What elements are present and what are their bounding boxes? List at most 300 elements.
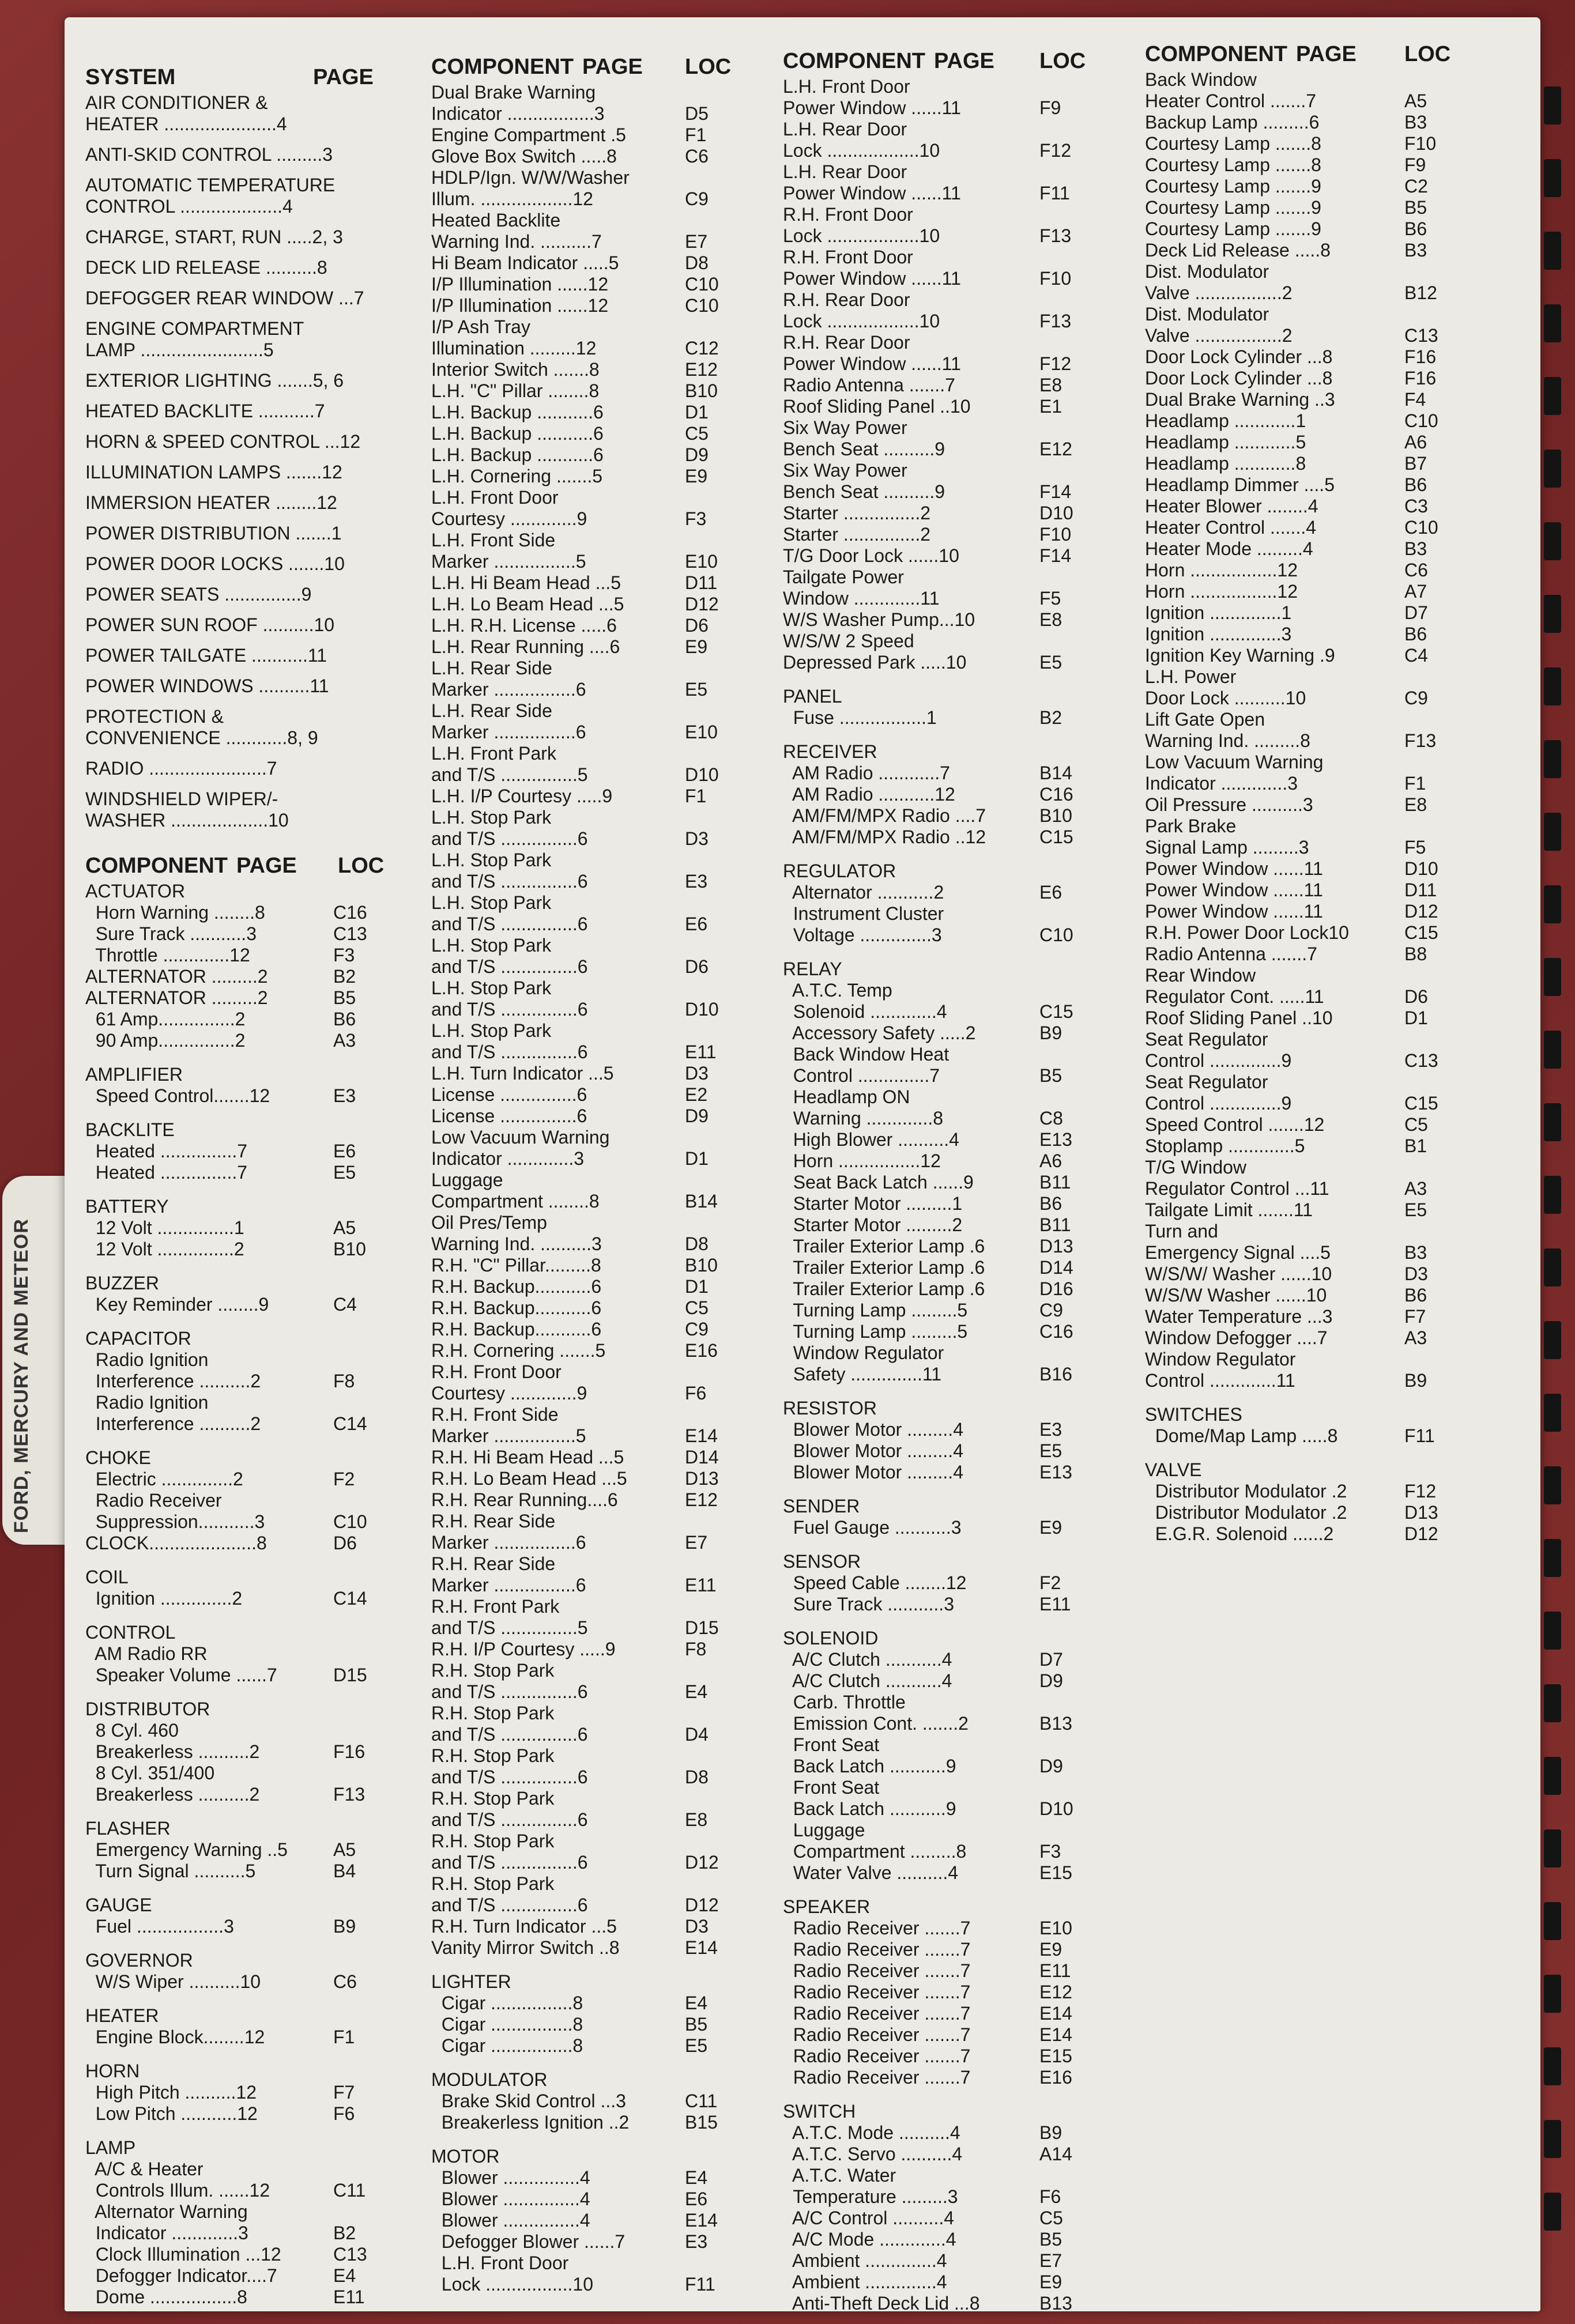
entry-text: Heated Backlite	[431, 210, 561, 231]
component-entry	[1145, 90, 1468, 112]
component-entry	[85, 945, 385, 966]
entry-loc: E12	[685, 1489, 718, 1510]
section-heading	[85, 881, 385, 902]
section-heading	[85, 2137, 385, 2159]
entry-text: R.H. "C" Pillar.........8	[431, 1255, 601, 1276]
component-entry	[85, 2103, 385, 2125]
entry-text: Roof Sliding Panel ..10	[1145, 1008, 1333, 1028]
component-entry	[783, 2144, 1094, 2165]
entry-text: Voltage ..............3	[783, 925, 942, 945]
entry-loc: C15	[1404, 922, 1438, 943]
component-entry	[431, 124, 719, 146]
component-entry	[431, 2091, 719, 2112]
component-entry	[783, 1193, 1094, 1214]
component-entry	[783, 2122, 1094, 2144]
entry-text: Control ..............7	[783, 1065, 940, 1086]
component-entry	[431, 1617, 719, 1639]
entry-loc: A14	[1039, 2144, 1072, 2164]
component-list-2	[431, 82, 719, 2295]
binding-slot	[1544, 1466, 1561, 1504]
component-entry	[85, 1533, 385, 1554]
entry-text: License ...............6	[431, 1106, 587, 1126]
entry-text: L.H. Cornering .......5	[431, 466, 603, 486]
entry-loc: E4	[685, 1681, 708, 1702]
system-entry	[85, 492, 385, 514]
component-entry	[431, 1169, 719, 1191]
entry-text: R.H. Rear Side	[431, 1511, 556, 1531]
component-entry	[431, 935, 719, 956]
entry-text: Courtesy Lamp .......8	[1145, 154, 1321, 175]
component-entry	[783, 2046, 1094, 2067]
system-entry	[85, 584, 385, 605]
component-entry	[783, 76, 1094, 97]
component-entry	[783, 375, 1094, 396]
entry-text: Courtesy Lamp .......9	[1145, 218, 1321, 239]
entry-loc: E5	[333, 1162, 356, 1183]
entry-text: BACKLITE	[85, 1119, 175, 1140]
entry-text: Controls Illum. ......12	[85, 2180, 270, 2201]
entry-loc: C15	[1404, 1093, 1438, 1114]
entry-text: ANTI-SKID CONTROL .........3	[85, 144, 333, 165]
component-entry	[783, 1321, 1094, 1342]
component-entry	[431, 1276, 719, 1297]
component-entry	[783, 119, 1094, 140]
section-heading	[783, 1896, 1094, 1918]
entry-text: Warning Ind. .........8	[1145, 730, 1310, 751]
entry-loc: E11	[685, 1575, 717, 1595]
binding-slot	[1544, 885, 1561, 923]
entry-text: LIGHTER	[431, 1971, 511, 1992]
entry-text: Blower Motor .........4	[783, 1462, 963, 1482]
entry-text: Power Window ......11	[1145, 880, 1323, 900]
entry-loc: F5	[1404, 837, 1426, 858]
component-entry	[783, 1670, 1094, 1692]
entry-loc: B11	[1039, 1214, 1071, 1235]
entry-text: R.H. Stop Park	[431, 1831, 555, 1851]
entry-text: Regulator Cont. .....11	[1145, 986, 1324, 1007]
component-entry	[431, 1596, 719, 1617]
entry-text: Emergency Warning ..5	[85, 1839, 288, 1860]
component-entry	[1145, 410, 1468, 432]
binding-slot	[1544, 304, 1561, 342]
entry-text: Horn .................12	[1145, 560, 1298, 580]
binding-slot	[1544, 1031, 1561, 1069]
component-entry	[1145, 1093, 1468, 1114]
component-entry	[431, 1916, 719, 1937]
loc-header-label: LOC	[1404, 42, 1451, 66]
component-entry	[431, 1020, 719, 1042]
entry-text: R.H. Rear Door	[783, 332, 910, 353]
component-entry	[431, 679, 719, 700]
system-entry	[85, 114, 385, 135]
entry-loc: C16	[1039, 784, 1073, 805]
binding-slot	[1544, 1248, 1561, 1286]
section-heading	[783, 861, 1094, 882]
entry-loc: D9	[1039, 1670, 1063, 1691]
entry-text: and T/S ...............6	[431, 1681, 588, 1702]
entry-text: LAMP ........................5	[85, 339, 274, 360]
entry-text: L.H. Front Door	[431, 2253, 569, 2273]
entry-text: Roof Sliding Panel ..10	[783, 396, 971, 417]
entry-text: and T/S ...............6	[431, 1724, 588, 1745]
entry-text: ILLUMINATION LAMPS .......12	[85, 462, 342, 482]
entry-text: Horn .................12	[1145, 581, 1298, 602]
component-entry	[1145, 1242, 1468, 1263]
entry-loc: E8	[1404, 794, 1427, 815]
entry-text: L.H. Stop Park	[431, 807, 552, 828]
component-entry	[783, 1129, 1094, 1150]
entry-text: Engine Block........12	[85, 2027, 265, 2047]
entry-loc: C16	[333, 902, 367, 923]
component-entry	[783, 289, 1094, 311]
component-entry	[85, 1784, 385, 1805]
component-entry	[431, 1148, 719, 1169]
entry-text: AIR CONDITIONER &	[85, 92, 268, 113]
entry-text: Power Window ......11	[1145, 858, 1323, 879]
system-entry	[85, 676, 385, 697]
component-entry	[431, 508, 719, 530]
entry-loc: F16	[333, 1741, 366, 1762]
entry-text: Lift Gate Open	[1145, 709, 1265, 730]
entry-text: FLASHER	[85, 1818, 171, 1839]
component-entry	[783, 707, 1094, 729]
component-entry	[431, 1468, 719, 1489]
component-entry	[1145, 1481, 1468, 1502]
entry-text: L.H. Stop Park	[431, 978, 552, 998]
binding-slot	[1544, 1539, 1561, 1577]
component-entry	[1145, 1029, 1468, 1050]
entry-text: AM/FM/MPX Radio ..12	[783, 827, 986, 847]
entry-text: Control ..............9	[1145, 1093, 1292, 1114]
entry-text: Headlamp ............5	[1145, 432, 1306, 452]
entry-text: Door Lock ..........10	[1145, 688, 1306, 708]
loc-header-label: LOC	[685, 55, 732, 79]
entry-text: Back Latch ...........9	[783, 1756, 956, 1776]
component-entry	[85, 2082, 385, 2103]
entry-loc: D3	[1404, 1263, 1428, 1284]
entry-loc: F2	[333, 1469, 355, 1489]
entry-text: WINDSHIELD WIPER/-	[85, 788, 278, 809]
entry-text: Courtesy .............9	[431, 508, 587, 529]
entry-text: L.H. Front Door	[783, 76, 910, 97]
entry-loc: F10	[1039, 524, 1072, 545]
entry-loc: E13	[1039, 1129, 1072, 1150]
component-entry	[431, 636, 719, 658]
entry-text: HORN	[85, 2061, 140, 2081]
component-entry	[85, 1217, 385, 1239]
entry-text: CONTROL ....................4	[85, 196, 293, 217]
entry-loc: B14	[1039, 763, 1072, 783]
entry-text: Dome .................8	[85, 2287, 247, 2307]
binding-slot	[1544, 595, 1561, 633]
entry-loc: B3	[1404, 1242, 1427, 1263]
entry-text: Breakerless ..........2	[85, 1784, 260, 1805]
entry-text: Carb. Throttle	[783, 1692, 906, 1712]
entry-text: Fuse .................1	[783, 707, 937, 728]
entry-text: RADIO .......................7	[85, 758, 277, 779]
entry-loc: A5	[1404, 90, 1427, 111]
entry-loc: B13	[1039, 1713, 1072, 1734]
entry-loc: E6	[685, 914, 708, 934]
entry-text: Courtesy Lamp .......8	[1145, 133, 1321, 154]
section-heading	[783, 1628, 1094, 1649]
component-entry	[783, 1798, 1094, 1820]
entry-text: Cigar ................8	[431, 1993, 583, 2013]
entry-loc: E11	[1039, 1960, 1071, 1981]
entry-loc: A6	[1404, 432, 1427, 452]
entry-loc: E5	[685, 679, 708, 700]
component-entry	[431, 1873, 719, 1895]
component-entry	[431, 1404, 719, 1425]
entry-loc: C9	[1404, 688, 1428, 708]
entry-loc: A3	[1404, 1327, 1427, 1348]
entry-text: PROTECTION &	[85, 706, 224, 727]
entry-text: Engine Compartment .5	[431, 124, 626, 145]
component-entry	[85, 1009, 385, 1030]
component-entry	[783, 1960, 1094, 1982]
entry-loc: B5	[685, 2014, 708, 2035]
component-entry	[783, 161, 1094, 183]
component-entry	[85, 1720, 385, 1741]
component-entry	[85, 1763, 385, 1784]
component-entry	[85, 1294, 385, 1315]
entry-loc: B6	[1404, 218, 1427, 239]
system-entry	[85, 758, 385, 779]
component-entry	[783, 1841, 1094, 1862]
section-heading	[431, 2146, 719, 2167]
component-entry	[783, 652, 1094, 673]
entry-loc: E14	[1039, 2024, 1072, 2045]
entry-loc: C11	[333, 2180, 366, 2201]
binding-slot	[1544, 377, 1561, 415]
component-entry	[783, 1517, 1094, 1538]
component-entry	[783, 1419, 1094, 1440]
entry-loc: B6	[1404, 474, 1427, 495]
entry-loc: F3	[685, 508, 707, 529]
entry-text: 12 Volt ...............1	[85, 1217, 244, 1238]
entry-loc: F8	[333, 1371, 355, 1391]
entry-loc: D10	[685, 999, 719, 1020]
entry-text: Key Reminder ........9	[85, 1294, 269, 1315]
entry-loc: D16	[1039, 1278, 1073, 1299]
entry-loc: B10	[685, 380, 718, 401]
entry-text: Indicator .............3	[431, 1148, 584, 1169]
entry-loc: B2	[333, 966, 356, 987]
binding-slot	[1544, 1176, 1561, 1214]
entry-loc: E9	[685, 636, 708, 657]
entry-text: Depressed Park .....10	[783, 652, 967, 673]
section-heading	[783, 1496, 1094, 1517]
component-entry	[783, 1342, 1094, 1364]
entry-loc: D1	[685, 402, 709, 422]
component-entry	[431, 466, 719, 487]
component-entry	[783, 609, 1094, 631]
section-heading	[783, 2101, 1094, 2122]
page-header-label: PAGE	[313, 65, 374, 89]
entry-loc: D7	[1404, 602, 1428, 623]
entry-loc: F6	[685, 1383, 707, 1404]
component-entry	[783, 417, 1094, 439]
entry-text: Trailer Exterior Lamp .6	[783, 1278, 985, 1299]
entry-text: R.H. Stop Park	[431, 1788, 555, 1809]
section-heading	[85, 1567, 385, 1588]
system-entry	[85, 727, 385, 749]
component-entry	[85, 1371, 385, 1392]
component-entry	[85, 1511, 385, 1533]
entry-loc: B13	[1039, 2293, 1072, 2314]
entry-loc: D12	[1404, 901, 1438, 922]
entry-text: Six Way Power	[783, 460, 907, 481]
entry-text: Ignition ..............3	[1145, 624, 1292, 644]
entry-loc: B5	[333, 987, 356, 1008]
component-entry	[783, 1649, 1094, 1670]
entry-text: A/C Mode .............4	[783, 2229, 956, 2250]
component-entry	[431, 1937, 719, 1959]
entry-text: Alternator ...........2	[783, 882, 944, 903]
entry-text: R.H. Turn Indicator ...5	[431, 1916, 617, 1937]
entry-text: Indicator .................3	[431, 103, 605, 124]
component-entry	[1145, 133, 1468, 154]
entry-text: Clock Illumination ...12	[85, 2244, 281, 2265]
component-entry	[1145, 154, 1468, 176]
entry-loc: F3	[333, 945, 355, 965]
entry-text: Radio Receiver .......7	[783, 2067, 971, 2088]
entry-loc: C13	[333, 2244, 367, 2265]
section-heading	[85, 1328, 385, 1349]
entry-text: Compartment .........8	[783, 1841, 967, 1862]
entry-loc: A5	[333, 1839, 356, 1860]
entry-loc: F9	[1039, 97, 1061, 118]
entry-loc: C14	[333, 1588, 367, 1609]
entry-text: Throttle .............12	[85, 945, 250, 965]
entry-text: Emission Cont. .......2	[783, 1713, 969, 1734]
component-entry	[1145, 1370, 1468, 1391]
entry-text: Oil Pressure ..........3	[1145, 794, 1313, 815]
entry-text: License ...............6	[431, 1084, 587, 1105]
component-entry	[431, 1809, 719, 1831]
binding-slot	[1544, 2047, 1561, 2085]
entry-loc: B14	[685, 1191, 718, 1212]
component-entry	[1145, 1008, 1468, 1029]
component-entry	[783, 2186, 1094, 2208]
binding-slot	[1544, 1757, 1561, 1795]
section-heading	[783, 686, 1094, 707]
system-entry	[85, 401, 385, 422]
component-entry	[431, 828, 719, 850]
component-entry	[1145, 858, 1468, 880]
entry-loc: D11	[1404, 880, 1437, 900]
component-entry	[783, 1150, 1094, 1172]
entry-text: Tailgate Limit .......11	[1145, 1199, 1313, 1220]
entry-loc: D14	[1039, 1257, 1073, 1278]
component-column-2	[431, 52, 732, 2295]
component-entry	[431, 1425, 719, 1447]
entry-text: Turning Lamp .........5	[783, 1300, 968, 1321]
component-entry	[1145, 1178, 1468, 1199]
component-entry	[783, 1001, 1094, 1023]
entry-loc: D1	[685, 1148, 709, 1169]
entry-text: Marker ................6	[431, 1575, 586, 1595]
binding-slot	[1544, 667, 1561, 705]
entry-text: Radio Receiver .......7	[783, 1960, 971, 1981]
component-entry	[1145, 1199, 1468, 1221]
component-entry	[431, 359, 719, 380]
entry-text: Seat Regulator	[1145, 1072, 1268, 1092]
entry-text: and T/S ...............6	[431, 956, 588, 977]
entry-loc: B16	[1039, 1364, 1072, 1384]
entry-loc: E7	[1039, 2250, 1062, 2271]
entry-loc: D1	[685, 1276, 709, 1297]
component-entry	[431, 1233, 719, 1255]
component-entry	[783, 1065, 1094, 1086]
entry-text: SWITCHES	[1145, 1404, 1242, 1425]
entry-text: Temperature .........3	[783, 2186, 958, 2207]
component-entry	[85, 1861, 385, 1882]
entry-text: Emergency Signal ....5	[1145, 1242, 1331, 1263]
component-entry	[431, 1063, 719, 1084]
entry-loc: B5	[1039, 1065, 1062, 1086]
entry-loc: E10	[1039, 1918, 1072, 1938]
entry-loc: D12	[685, 594, 719, 614]
component-entry	[431, 1319, 719, 1340]
entry-loc: F1	[685, 124, 707, 145]
entry-loc: E9	[1039, 1939, 1062, 1960]
system-entry	[85, 318, 385, 339]
component-entry	[431, 1553, 719, 1575]
component-entry	[783, 1440, 1094, 1462]
component-entry	[1145, 901, 1468, 922]
entry-loc: D4	[685, 1724, 709, 1745]
entry-loc: E4	[685, 1993, 708, 2013]
component-entry	[783, 353, 1094, 375]
entry-loc: E10	[685, 722, 718, 742]
component-entry	[431, 1639, 719, 1660]
component-entry	[783, 2229, 1094, 2250]
entry-text: Bench Seat ..........9	[783, 481, 945, 502]
entry-text: L.H. Rear Running ....6	[431, 636, 620, 657]
component-entry	[783, 980, 1094, 1001]
component-entry	[783, 763, 1094, 784]
entry-loc: F16	[1404, 368, 1437, 388]
entry-loc: C10	[333, 1511, 367, 1532]
entry-text: L.H. Front Park	[431, 743, 556, 764]
component-entry	[431, 1895, 719, 1916]
entry-text: RESISTOR	[783, 1398, 877, 1418]
component-entry	[431, 1127, 719, 1148]
entry-text: Sure Track ...........3	[783, 1594, 954, 1614]
entry-text: Courtesy .............9	[431, 1383, 587, 1404]
entry-loc: C3	[1404, 496, 1428, 516]
entry-text: Fuel Gauge ...........3	[783, 1517, 962, 1538]
entry-loc: D9	[1039, 1756, 1063, 1776]
entry-loc: E6	[685, 2189, 708, 2209]
entry-text: Speed Cable ........12	[783, 1572, 967, 1593]
entry-text: W/S/W/ Washer ......10	[1145, 1263, 1332, 1284]
entry-text: Radio Ignition	[85, 1392, 209, 1413]
component-entry	[431, 722, 719, 743]
section-heading	[85, 1064, 385, 1085]
entry-text: A.T.C. Mode ..........4	[783, 2122, 960, 2143]
entry-text: Cigar ................8	[431, 2014, 583, 2035]
section-heading	[85, 1950, 385, 1971]
component-entry	[783, 2293, 1094, 2314]
component-entry	[783, 311, 1094, 332]
entry-text: R.H. Power Door Lock10	[1145, 922, 1349, 943]
section-heading	[85, 2005, 385, 2027]
entry-loc: B5	[1404, 197, 1427, 218]
entry-loc: E7	[685, 231, 708, 252]
component-entry	[1145, 1114, 1468, 1135]
